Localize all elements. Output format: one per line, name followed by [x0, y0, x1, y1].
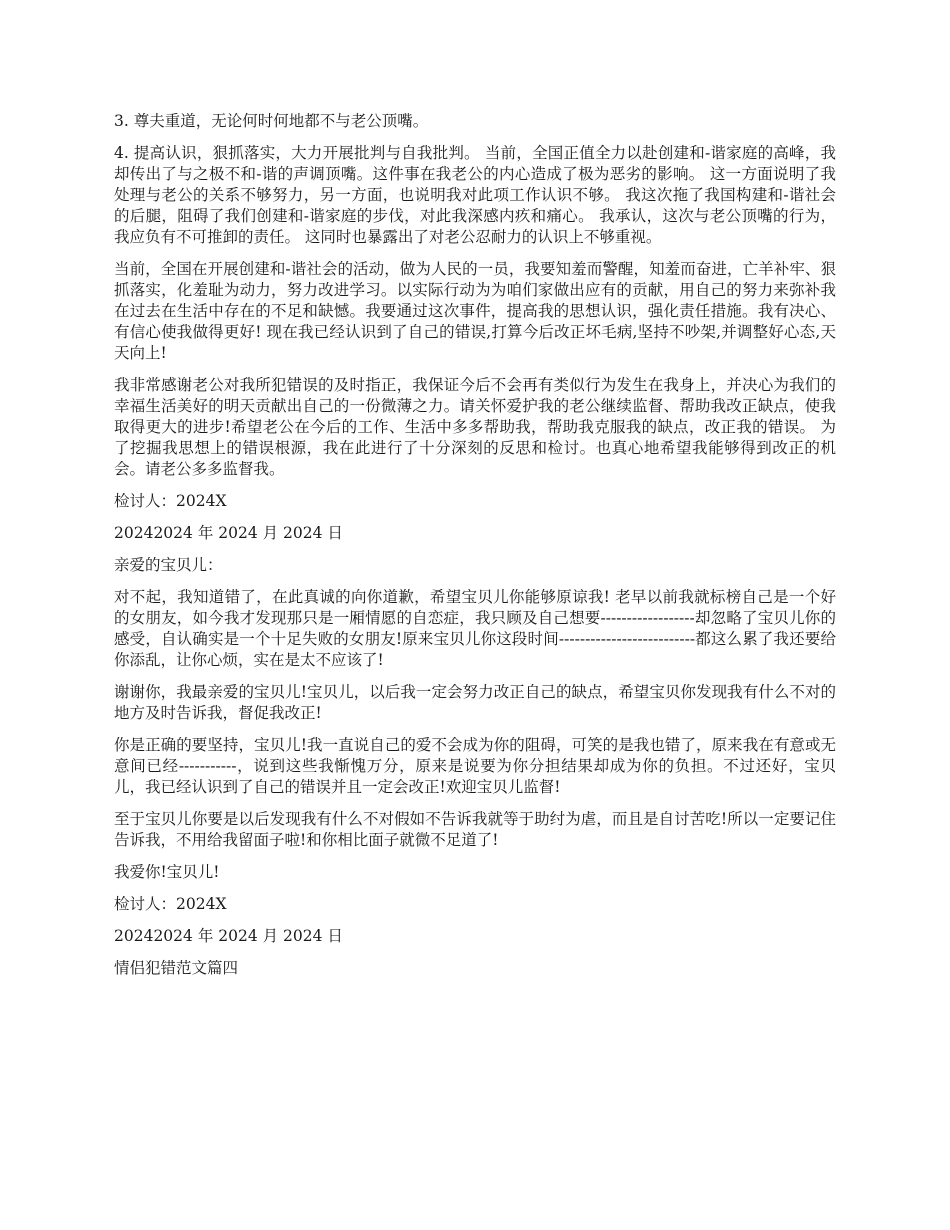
signature-line-1: 检讨人：2024X [114, 492, 227, 510]
salutation: 亲爱的宝贝儿： [114, 556, 223, 574]
date-line-2: 20242024 年 2024 月 2024 日 [114, 927, 343, 945]
paragraph-apology: 对不起，我知道错了，在此真诚的向你道歉，希望宝贝儿你能够原谅我! 老早以前我就标榜自己是一个好的女朋友，如今我才发现那只是一厢情愿的自恋症，我只顾及自己想要------------------却忽略了宝贝儿你的感受，自认确实是一个十足失败的女朋友!原来宝贝儿你这段时间--------------------------都这么累了我还要给你添乱，让你心烦，实在是太不应该了! [114, 588, 836, 669]
paragraph-gratitude: 谢谢你，我最亲爱的宝贝儿!宝贝儿，以后我一定会努力改正自己的缺点，希望宝贝你发现我有什么不对的地方及时告诉我，督促我改正! [114, 683, 836, 722]
section-heading: 情侣犯错范文篇四 [114, 959, 239, 977]
signature-line-2: 检讨人：2024X [114, 895, 227, 913]
document-body [114, 111, 836, 990]
paragraph-rule-3: 3. 尊夫重道，无论何时何地都不与老公顶嘴。 [114, 112, 429, 130]
paragraph-current-situation: 当前，全国在开展创建和-谐社会的活动，做为人民的一员，我要知羞而警醒，知羞而奋进，亡羊补牢、狠抓落实，化羞耻为动力，努力改进学习。以实际行动为为咱们家做出应有的贡献，用自己的努力来弥补我在过去在生活中存在的不足和缺憾。我要通过这次事件，提高我的思想认识，强化责任措施。我有决心、有信心使我做得更好! 现在我已经认识到了自己的错误,打算今后改正坏毛病,坚持不吵架,并调整好心态,天天向上! [114, 260, 836, 362]
paragraph-love: 我爱你!宝贝儿! [114, 863, 220, 881]
date-line-1: 20242024 年 2024 月 2024 日 [114, 524, 343, 542]
paragraph-thanks: 我非常感谢老公对我所犯错误的及时指正，我保证今后不会再有类似行为发生在我身上，并决心为我们的幸福生活美好的明天贡献出自己的一份微薄之力。请关怀爱护我的老公继续监督、帮助我改正缺点，使我取得更大的进步!希望老公在今后的工作、生活中多多帮助我，帮助我克服我的缺点，改正我的错误。 为了挖掘我思想上的错误根源，我在此进行了十分深刻的反思和检讨。也真心地希望我能够得到改正的机会。请老公多多监督我。 [114, 376, 836, 478]
paragraph-request: 至于宝贝儿你要是以后发现我有什么不对假如不告诉我就等于助纣为虐，而且是自讨苦吃!所以一定要记住告诉我，不用给我留面子啦!和你相比面子就微不足道了! [114, 810, 836, 849]
paragraph-persistence: 你是正确的要坚持，宝贝儿!我一直说自己的爱不会成为你的阻碍，可笑的是我也错了，原来我在有意或无意间已经-----------，说到这些我惭愧万分，原来是说要为你分担结果却成为你的负担。不过还好，宝贝儿，我已经认识到了自己的错误并且一定会改正!欢迎宝贝儿监督! [114, 736, 836, 796]
paragraph-rule-4: 4. 提高认识，狠抓落实，大力开展批判与自我批判。 当前，全国正值全力以赴创建和-谐家庭的高峰，我却传出了与之极不和-谐的声调顶嘴。这件事在我老公的内心造成了极为恶劣的影响。 这一方面说明了我处理与老公的关系不够努力，另一方面，也说明我对此项工作认识不够。 我这次拖了我国构建和-谐社会的后腿，阻碍了我们创建和-谐家庭的步伐，对此我深感内疚和痛心。 我承认，这次与老公顶嘴的行为，我应负有不可推卸的责任。 这同时也暴露出了对老公忍耐力的认识上不够重视。 [114, 144, 836, 246]
